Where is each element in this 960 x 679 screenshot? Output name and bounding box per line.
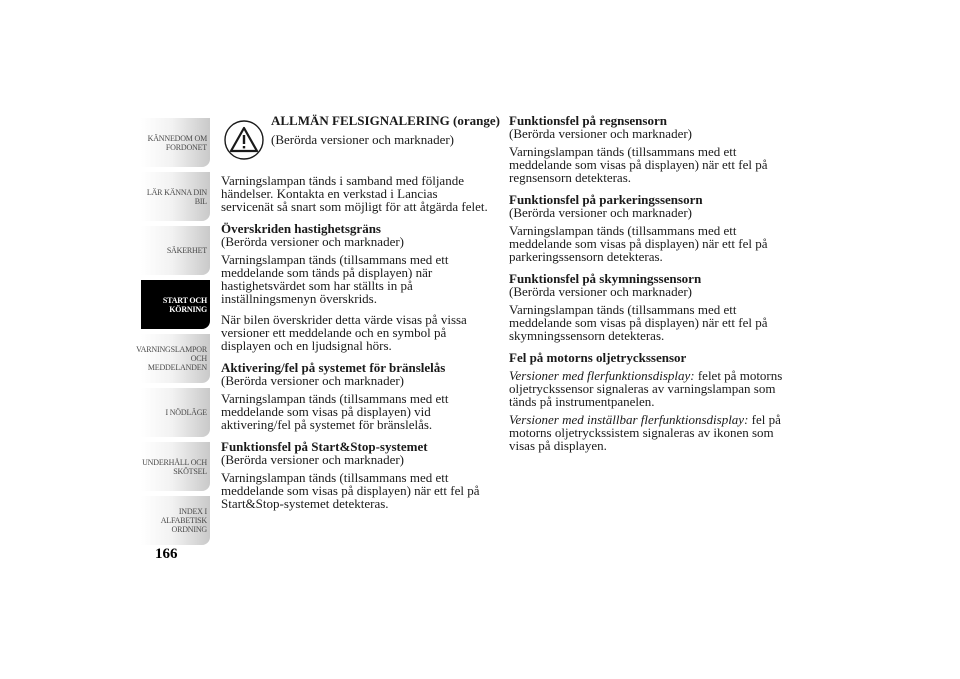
page-number: 166 [155,546,178,562]
section-title: Fel på motorns oljetryckssensor [509,350,687,365]
tab-kannedom-om-fordonet[interactable] [141,118,210,167]
warning-subheading: (Berörda versioner och marknader) [271,132,454,147]
section-paragraph: Varningslampan tänds (tillsammans med ett meddelande som visas på displayen) när ett fel på parkeringssensorn detekteras. [509,223,768,264]
section-paragraph: Varningslampan tänds (tillsammans med ett meddelande som visas på displayen) när ett fel på regnsensorn detekteras. [509,144,768,185]
warning-block [221,113,500,168]
section-sub: (Berörda versioner och marknader) [509,205,692,220]
warning-body: Varningslampan tänds i samband med följande händelser. Kontakta en verkstad i Lancias servicenät så snart som möjligt för att åtgärda felet. [221,173,488,214]
section-oil-pressure [509,351,789,452]
section-rain-sensor [509,114,789,184]
section-title: Funktionsfel på skymningssensorn [509,271,702,286]
tab-lar-kanna-din-bil[interactable] [141,172,210,221]
section-sub: (Berörda versioner och marknader) [221,234,404,249]
section-sub: (Berörda versioner och marknader) [221,373,404,388]
warning-triangle-icon [224,120,264,160]
section-speed-limit [221,222,493,352]
section-sub: (Berörda versioner och marknader) [509,126,692,141]
tab-label: VARNINGSLAMPOR OCH MEDDELANDEN [136,345,207,372]
tab-label: UNDERHÅLL OCH SKÖTSEL [142,457,207,476]
section-title: Aktivering/fel på systemet för bränslelås [221,360,446,375]
paragraph-lead: Versioner med inställbar flerfunktionsdisplay: [509,412,749,427]
right-column [509,114,789,461]
tab-label: I NÖDLÄGE [165,408,207,417]
tab-index[interactable] [141,496,210,545]
warning-heading: ALLMÄN FELSIGNALERING (orange) [271,113,500,128]
tab-label: LÄR KÄNNA DIN BIL [146,187,207,206]
section-paragraph [509,413,789,452]
paragraph-text: fel på motorns oljetryckssistem signaleras av ikonen som visas på displayen. [509,412,781,453]
tab-i-nodlage[interactable] [141,388,210,437]
paragraph-lead: Versioner med flerfunktionsdisplay: [509,368,695,383]
tab-underhall-och-skotsel[interactable] [141,442,210,491]
section-title: Funktionsfel på Start&Stop-systemet [221,439,428,454]
paragraph-text: felet på motorns oljetryckssensor signaleras av varningslampan som tänds på instrumentpanelen. [509,368,783,409]
section-paragraph: Varningslampan tänds (tillsammans med ett meddelande som visas på displayen) vid aktivering/fel på systemet för bränslelås. [221,391,449,432]
left-column [221,113,500,519]
tab-sakerhet[interactable] [141,226,210,275]
section-title: Funktionsfel på parkeringssensorn [509,192,703,207]
section-parking-sensor [509,193,789,263]
section-paragraph [509,369,789,408]
section-title: Överskriden hastighetsgräns [221,221,381,236]
section-title: Funktionsfel på regnsensorn [509,113,667,128]
tab-label: INDEX I ALFABETISK ORDNING [160,507,207,534]
tab-label: SÄKERHET [166,246,207,255]
tab-varningslampor[interactable] [136,334,210,383]
chapter-tabs [136,118,210,550]
section-paragraph: När bilen överskrider detta värde visas på vissa versioner ett meddelande och en symbol på displayen och en ljudsignal hörs. [221,312,467,353]
tab-label: KÄNNEDOM OM FORDONET [147,133,207,152]
section-sub: (Berörda versioner och marknader) [509,284,692,299]
section-fuel-lock [221,361,493,431]
section-paragraph: Varningslampan tänds (tillsammans med ett meddelande som tänds på displayen) när hastighetsvärdet som har ställts in på inställningsmenyn överskrids. [221,252,449,306]
tab-label: START OCH KÖRNING [162,295,207,314]
tab-start-och-korning[interactable] [141,280,210,329]
section-paragraph: Varningslampan tänds (tillsammans med ett meddelande som visas på displayen) när ett fel på Start&Stop-systemet detekteras. [221,470,480,511]
section-paragraph: Varningslampan tänds (tillsammans med ett meddelande som visas på displayen) när ett fel på skymningssensorn detekteras. [509,302,768,343]
section-sub: (Berörda versioner och marknader) [221,452,404,467]
section-start-stop [221,440,493,510]
section-twilight-sensor [509,272,789,342]
